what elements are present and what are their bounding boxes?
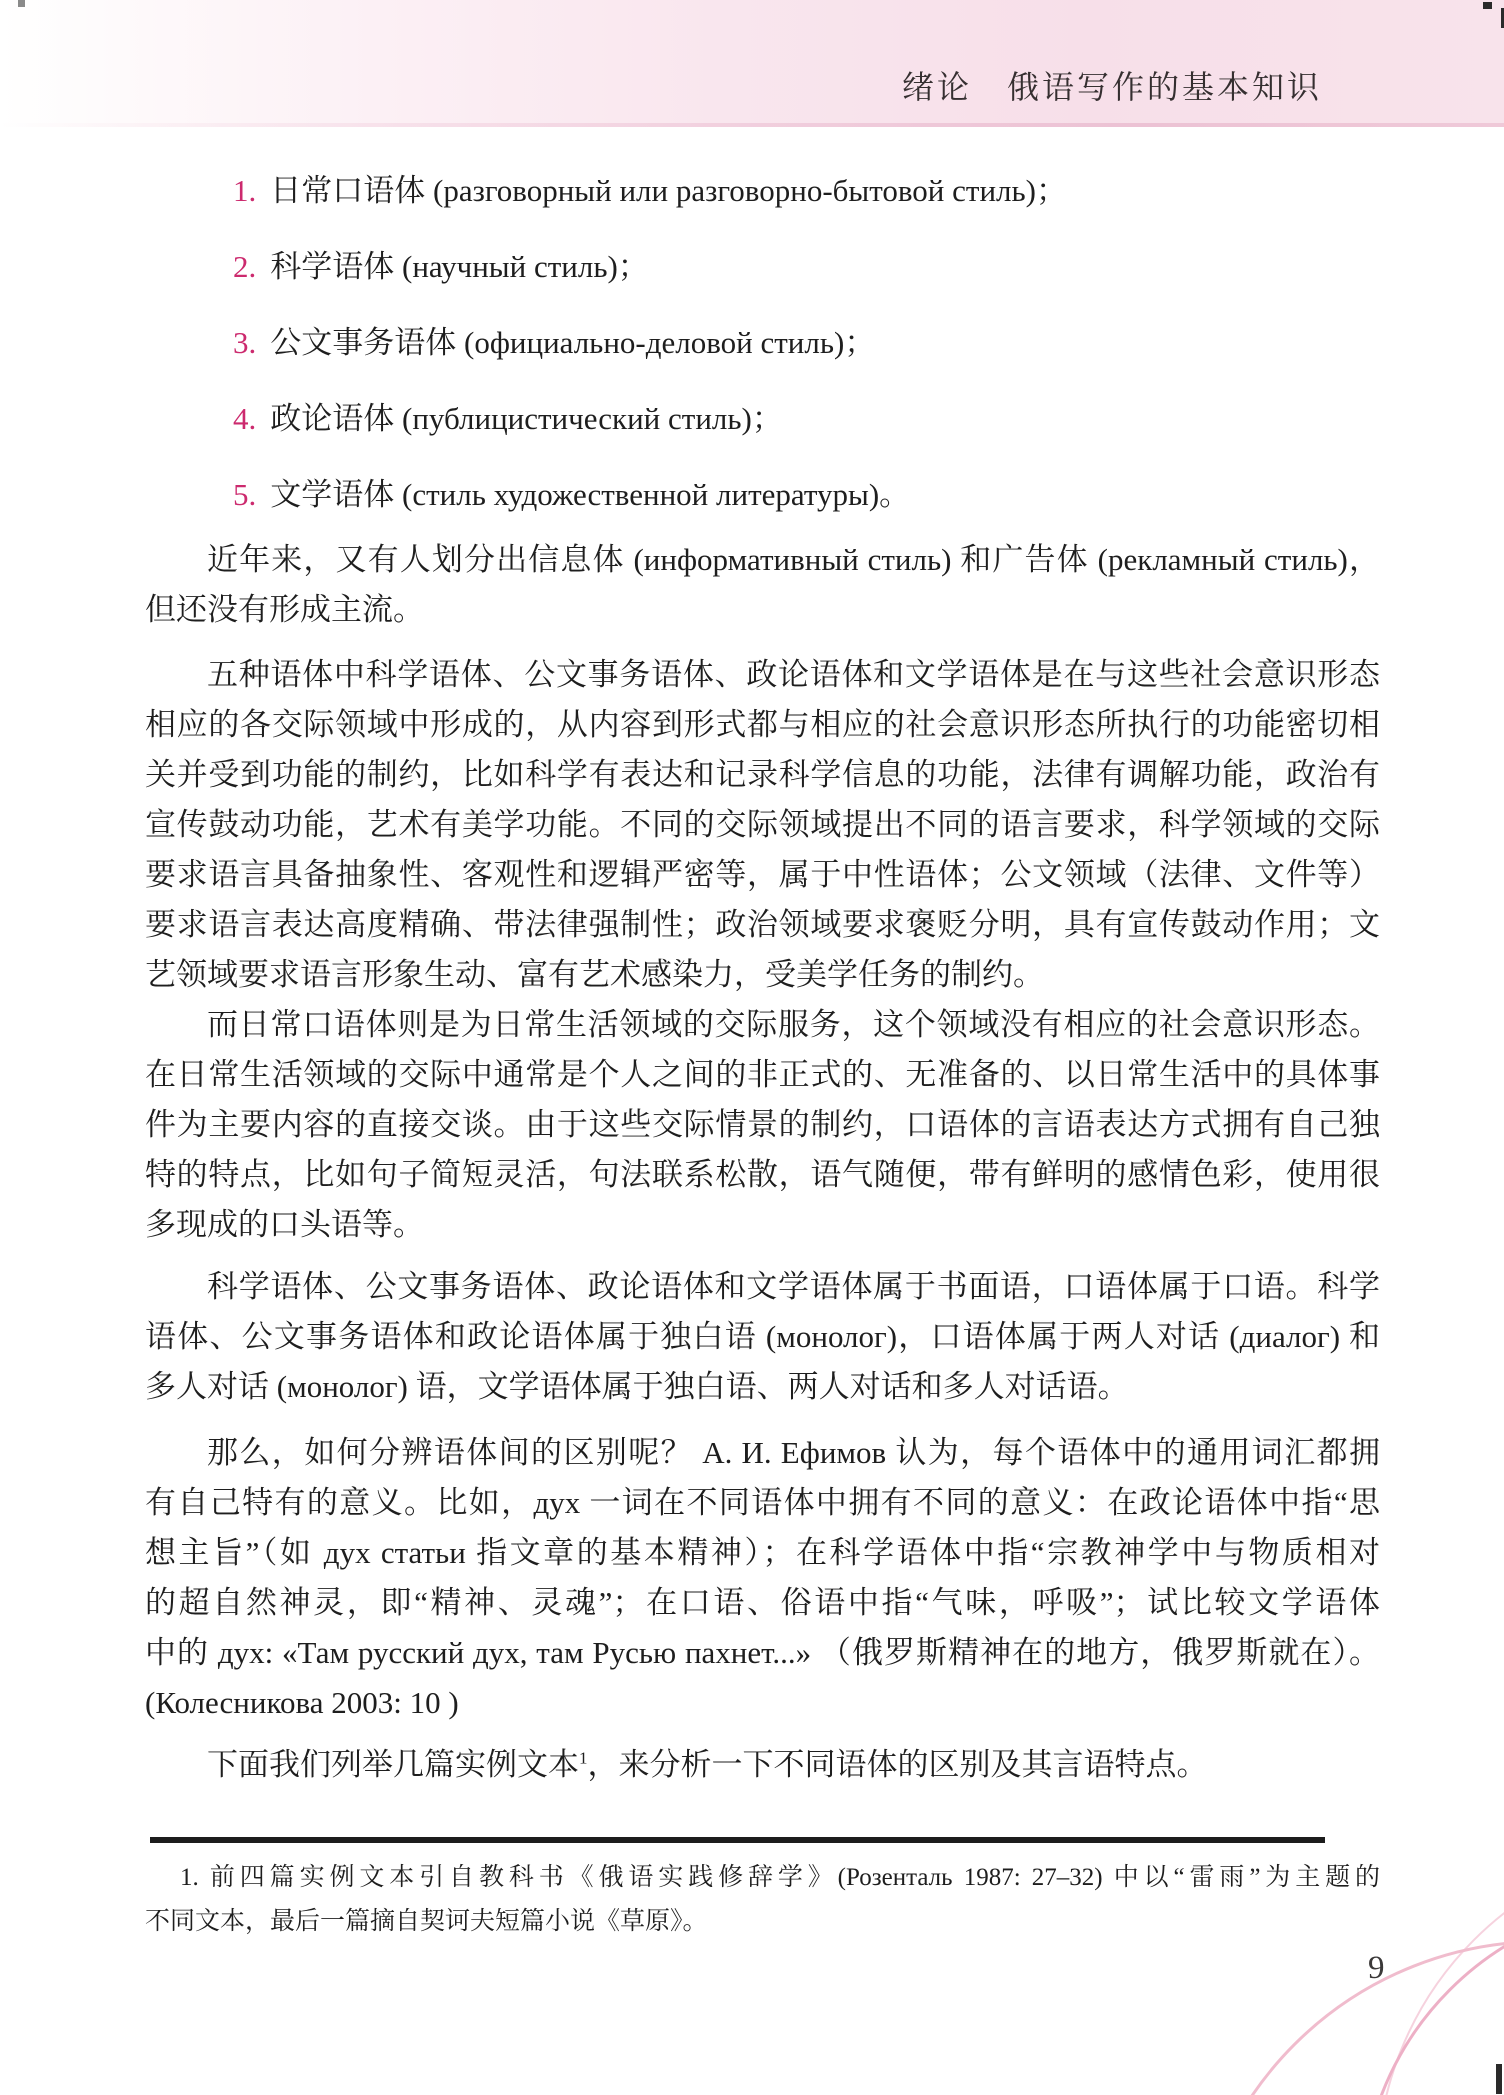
text-line: 中的 дух: «Там русский дух, там Русью пахнет...» （俄罗斯精神在的地方，俄罗斯就在）。: [145, 1635, 1380, 1670]
list-item: [145, 166, 1380, 216]
text-line: 的超自然神灵，即“精神、灵魂”；在口语、俗语中指“气味，呼吸”；试比较文学语体: [145, 1585, 1380, 1620]
text-line: 要求语言表达高度精确、带法律强制性；政治领域要求褒贬分明，具有宣传鼓动作用；文: [145, 907, 1380, 942]
list-item-text: 日常口语体 (разговорный или разговорно-бытовой стиль)；: [270, 173, 1067, 208]
list-item-number: 1.: [233, 173, 257, 208]
paragraph-3: [145, 1000, 1380, 1250]
list-item-number: 2.: [233, 249, 257, 284]
footnote: [145, 1856, 1380, 1944]
list-item-text: 文学语体 (стиль художественной литературы)。: [270, 477, 911, 512]
paragraph-2: [145, 650, 1380, 1000]
text-line: 多现成的口头语等。: [145, 1207, 424, 1242]
footnote-reference-mark: 1: [579, 1748, 588, 1768]
list-item-text: 科学语体 (научный стиль)；: [270, 249, 649, 284]
footnote-line: 1. 前四篇实例文本引自教科书《俄语实践修辞学》(Розенталь 1987: 27–32) 中以“雷雨”为主题的: [180, 1864, 1380, 1891]
text-line: 特的特点，比如句子简短灵活，句法联系松散，语气随便，带有鲜明的感情色彩，使用很: [145, 1157, 1380, 1192]
scan-artifact: [18, 0, 25, 7]
paragraph-5: [145, 1428, 1380, 1728]
paragraph-6-text: ，来分析一下不同语体的区别及其言语特点。: [587, 1747, 1208, 1782]
text-line: 但还没有形成主流。: [145, 592, 424, 627]
scan-artifact: [1483, 2, 1492, 9]
paragraph-4: [145, 1262, 1380, 1412]
list-item: [145, 470, 1380, 520]
text-line: 艺领域要求语言形象生动、富有艺术感染力，受美学任务的制约。: [145, 957, 1044, 992]
decorative-circle: [1190, 1940, 1504, 2095]
paragraph-6-text: 下面我们列举几篇实例文本: [207, 1747, 579, 1782]
header-band-bottom-edge: [0, 123, 1504, 127]
text-line: 多人对话 (монолог) 语，文学语体属于独白语、两人对话和多人对话语。: [145, 1369, 1129, 1404]
text-line: 科学语体、公文事务语体、政论语体和文学语体属于书面语，口语体属于口语。科学: [207, 1269, 1380, 1304]
running-header: 绪论 俄语写作的基本知识: [901, 69, 1322, 105]
style-list: [145, 166, 1380, 546]
paragraph-6: [145, 1740, 1380, 1790]
page-number: 9: [1368, 1950, 1385, 1986]
text-line: 那么，如何分辨语体间的区别呢？ А. И. Ефимов 认为，每个语体中的通用词汇都拥: [207, 1435, 1380, 1470]
text-line: [145, 1740, 1380, 1790]
scan-artifact: [1496, 2064, 1502, 2094]
text-line: 而日常口语体则是为日常生活领域的交际服务，这个领域没有相应的社会意识形态。: [207, 1007, 1380, 1042]
list-item-text: 公文事务语体 (официально-деловой стиль)；: [270, 325, 876, 360]
text-line: 关并受到功能的制约，比如科学有表达和记录科学信息的功能，法律有调解功能，政治有: [145, 757, 1380, 792]
text-line: 语体、公文事务语体和政论语体属于独白语 (монолог)，口语体属于两人对话 (диалог) 和: [145, 1319, 1380, 1354]
text-line: 有自己特有的意义。比如，дух 一词在不同语体中拥有不同的意义：在政论语体中指“思: [145, 1485, 1380, 1520]
text-line: 近年来，又有人划分出信息体 (информативный стиль) 和广告体 (рекламный стиль)，: [207, 542, 1380, 577]
text-line: 相应的各交际领域中形成的，从内容到形式都与相应的社会意识形态所执行的功能密切相: [145, 707, 1380, 742]
text-line: 要求语言具备抽象性、客观性和逻辑严密等，属于中性语体；公文领域（法律、文件等）: [145, 857, 1380, 892]
list-item: [145, 394, 1380, 444]
list-item-number: 5.: [233, 477, 257, 512]
text-line: 件为主要内容的直接交谈。由于这些交际情景的制约，口语体的言语表达方式拥有自己独: [145, 1107, 1380, 1142]
list-item: [145, 318, 1380, 368]
text-line: 宣传鼓动功能，艺术有美学功能。不同的交际领域提出不同的语言要求，科学领域的交际: [145, 807, 1380, 842]
text-line: 在日常生活领域的交际中通常是个人之间的非正式的、无准备的、以日常生活中的具体事: [145, 1057, 1380, 1092]
list-item-number: 3.: [233, 325, 257, 360]
list-item: [145, 242, 1380, 292]
list-item-text: 政论语体 (публицистический стиль)；: [270, 401, 783, 436]
footnote-line: 不同文本，最后一篇摘自契诃夫短篇小说《草原》。: [145, 1908, 708, 1935]
footnote-separator-rule: [150, 1837, 1325, 1843]
text-line: 想主旨”（如 дух статьи 指文章的基本精神）；在科学语体中指“宗教神学中与物质相对: [145, 1535, 1380, 1570]
list-item-number: 4.: [233, 401, 257, 436]
paragraph-1: [145, 535, 1380, 635]
text-line: (Колесникова 2003: 10 ): [145, 1685, 459, 1720]
text-line: 五种语体中科学语体、公文事务语体、政论语体和文学语体是在与这些社会意识形态: [207, 657, 1380, 692]
